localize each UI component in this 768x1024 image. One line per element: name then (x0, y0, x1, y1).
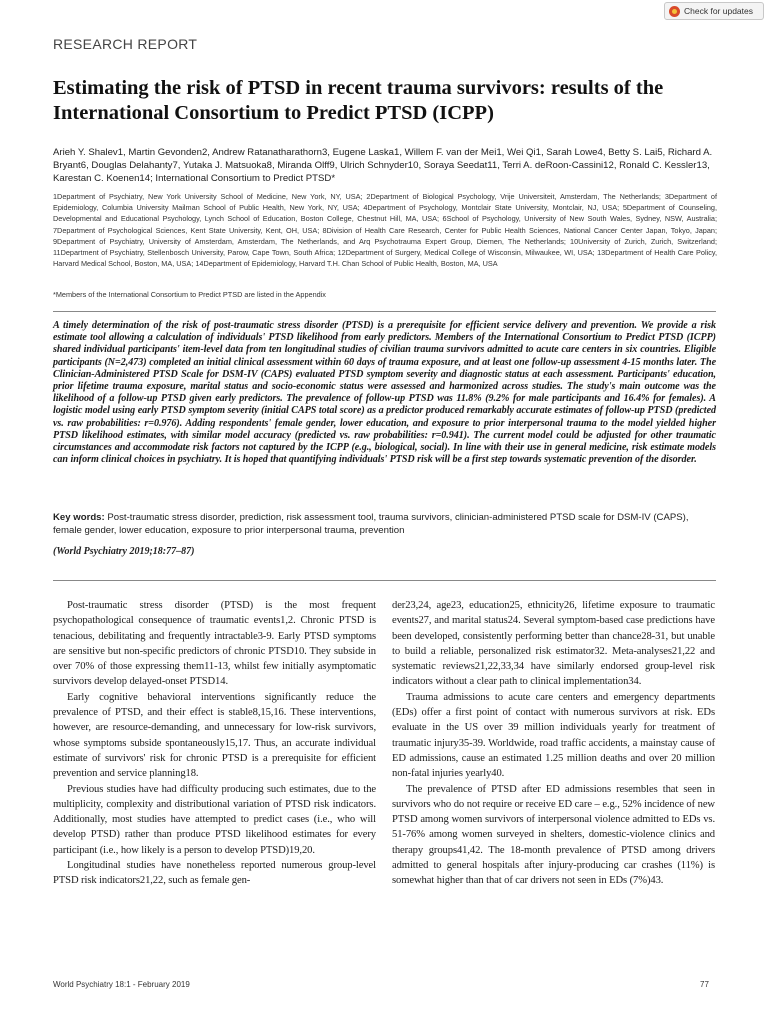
paragraph: Post-traumatic stress disorder (PTSD) is the most frequent psychopathological consequence of traumatic events1,2. Chronic PTSD is tenacious, debilitating and frequently intractable3-9. Early PTSD symptoms are sensitive but non-specific predictors of chronic PTSD10. They subside in over 70% of those expressing them11-13, whilst few initially asymptomatic survivors develop delayed-onset PTSD14. (53, 600, 376, 688)
divider-bottom (53, 580, 716, 581)
article-title: Estimating the risk of PTSD in recent trauma survivors: results of the International Consortium to Predict PTSD (ICPP) (53, 77, 664, 124)
paragraph: der23,24, age23, education25, ethnicity26, lifetime exposure to traumatic events27, and marital status24. Several symptom-based case predictions have been developed, consistently performing better than chance28-31, but unable to build a reliable, personalized risk estimator32. Meta-analyses21,22 and systematic reviews21,22,33,34 have similarly endorsed group-level risk indicators without a clear path to clinical implementation34. (392, 600, 715, 688)
paragraph: Early cognitive behavioral interventions significantly reduce the prevalence of PTSD, and their effect is stable8,15,16. These interventions, however, are resource-demanding, and unnecessary for low-risk survivors, whose symptoms subside spontaneously15,17. Thus, an accurate individual estimate of survivors' risk for chronic PTSD is a prerequisite for efficient prevention and service planning18. (53, 691, 376, 780)
affiliations: 1Department of Psychiatry, New York University School of Medicine, New York, NY, USA; 2Department of Biological Psychology, Vrije Universiteit, Amsterdam, The Netherlands; 3Department of Epidemiology, Columbia University Mailman School of Public Health, New York, NY, USA; 4Department of Psychology, Montclair State University, Montclair, NJ, USA; 5Department of Counseling, Developmental and Educational Psychology, Lynch School of Education, Boston College, Chestnut Hill, MA, USA; 6School of Psychology, University of New South Wales, Sydney, NSW, Australia; 7Department of Psychological Sciences, Kent State University, Kent, OH, USA; 8Division of Health Care Research, Center for Public Health Sciences, National Cancer Center Japan, Tokyo, Japan; 9Department of Psychiatry, University of Amsterdam, Amsterdam, The Netherlands, and Arq Psychotrauma Expert Group, Diemen, The Netherlands; 10University of Zurich, Zurich, Switzerland; 11Department of Psychiatry, Stellenbosch University, Parow, Cape Town, South Africa; 12Department of Surgery, Medical College of Wisconsin, Milwaukee, WI, USA; 13Department of Health Care Policy, Harvard Medical School, Boston, MA, USA; 14Department of Epidemiology, Harvard T.H. Chan School of Public Health, Boston, MA, USA (53, 192, 717, 269)
body-column-left (53, 598, 376, 889)
divider-top (53, 311, 716, 312)
crossmark-icon (669, 6, 680, 17)
keywords (53, 511, 716, 537)
paragraph: Trauma admissions to acute care centers and emergency departments (EDs) offer a first point of contact with numerous survivors at risk. EDs evaluate in the US over 39 million individuals yearly for treatment of traumatic injury35-39. Worldwide, road traffic accidents, a mainstay cause of ED admissions, cause an estimated 1.25 million deaths and over 20 million non-fatal injuries yearly40. (392, 691, 715, 780)
body-column-right (392, 598, 715, 889)
check-for-updates-badge[interactable] (664, 2, 764, 20)
keywords-label: Key words: (53, 512, 105, 523)
author-list: Arieh Y. Shalev1, Martin Gevonden2, Andrew Ratanatharathorn3, Eugene Laska1, Willem F. van der Mei1, Wei Qi1, Sarah Lowe4, Betty S. Lai5, Richard A. Bryant6, Douglas Delahanty7, Yutaka J. Matsuoka8, Miranda Olff9, Ulrich Schnyder10, Soraya Seedat11, Terri A. deRoon-Cassini12, Ronald C. Kessler13, Karestan C. Koenen14; International Consortium to Predict PTSD* (53, 147, 713, 184)
paragraph: The prevalence of PTSD after ED admissions resembles that seen in survivors who do not require or receive ED care – e.g., 52% incidence of new PTSD among women survivors of interpersonal violence admitted to EDs vs. 51-76% among women surveyed in shelters, domestic-violence clinics and therapy groups41,42. The 18-month prevalence of PTSD among drivers admitted to general hospitals after injury-producing car crashes (11%) is somewhat higher than that of car drivers not seen in EDs (7%)43. (392, 783, 715, 887)
check-for-updates-label: Check for updates (684, 6, 753, 16)
section-label: RESEARCH REPORT (53, 36, 198, 52)
consortium-note: *Members of the International Consortium to Predict PTSD are listed in the Appendix (53, 290, 326, 299)
keywords-text: Post-traumatic stress disorder, prediction, risk assessment tool, trauma survivors, clinician-administered PTSD scale for DSM-IV (CAPS), female gender, lower education, exposure to prior interpersonal trauma, prevention (53, 512, 689, 536)
page-number: 77 (700, 980, 709, 989)
abstract: A timely determination of the risk of post-traumatic stress disorder (PTSD) is a prerequisite for efficient service delivery and prevention. We provide a risk estimate tool allowing a calculation of individuals' PTSD likelihood from early predictors. Members of the International Consortium to Predict PTSD (ICPP) shared individual participants' item-level data from ten longitudinal studies of civilian trauma survivors admitted to acute care centers in six countries. Eligible participants (N=2,473) completed an initial clinical assessment within 60 days of trauma exposure, and at least one follow-up assessment 4-15 months later. The Clinician-Administered PTSD Scale for DSM-IV (CAPS) evaluated PTSD symptom severity and diagnostic status at each assessment. Participants' education, prior lifetime trauma exposure, marital status and socio-economic status were assessed and harmonized across studies. The study's main outcome was the likelihood of a follow-up PTSD given early predictors. The prevalence of follow-up PTSD was 11.8% (9.2% for male participants and 16.4% for females). A logistic model using early PTSD symptom severity (initial CAPS total score) as a predictor produced remarkably accurate estimates of follow-up PTSD (predicted vs. raw probabilities: r=0.976). Adding respondents' female gender, lower education, and exposure to prior interpersonal trauma to the model yielded higher PTSD likelihood estimates, with similar model accuracy (predicted vs. raw probabilities: r=0.941). The current model could be adjusted for other traumatic circumstances and accommodate risk factors not captured by the ICPP (e.g., biological, social). In line with their use in general medicine, risk estimate models can inform clinical choices in psychiatry. It is hoped that quantifying individuals' PTSD risk will be a first step towards systematic prevention of the disorder. (53, 320, 716, 466)
citation: (World Psychiatry 2019;18:77–87) (53, 546, 195, 557)
paragraph: Previous studies have had difficulty producing such estimates, due to the multiplicity, complexity and distributional variation of PTSD risk indicators. Additionally, most studies have attempted to predict cases (i.e., who will develop PTSD) rather than produce PTSD likelihood estimates for every participant (i.e., how likely is a person to develop PTSD)19,20. (53, 783, 376, 856)
paragraph: Longitudinal studies have nonetheless reported numerous group-level PTSD risk indicators21,22, such as female gen- (53, 860, 376, 887)
footer-journal: World Psychiatry 18:1 - February 2019 (53, 980, 190, 989)
